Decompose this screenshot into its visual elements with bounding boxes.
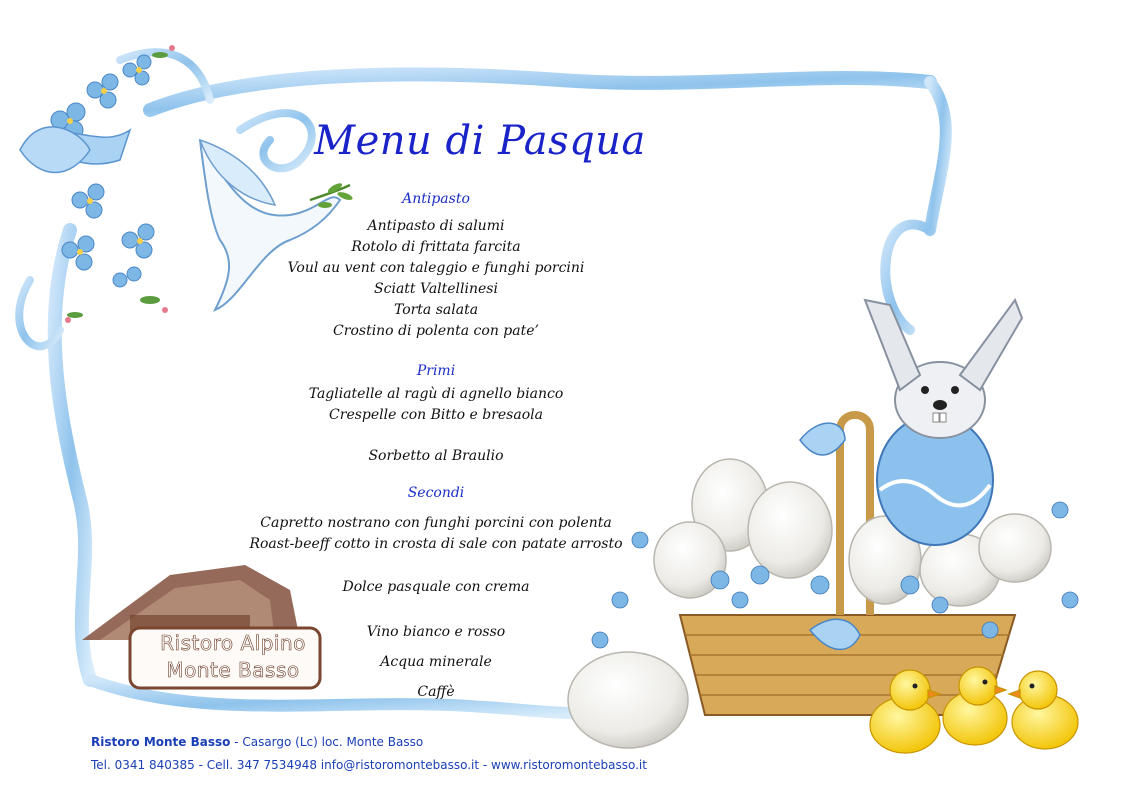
secondi-section xyxy=(236,485,636,555)
menu-item: Acqua minerale xyxy=(380,654,492,670)
menu-item: Crostino di polenta con pate’ xyxy=(333,323,539,339)
footer-name: Ristoro Monte Basso xyxy=(91,735,231,749)
logo-line-1: Ristoro Alpino xyxy=(160,631,306,655)
menu-item: Roast-beeff cotto in crosta di sale con patate arrosto xyxy=(249,536,623,552)
footer-address xyxy=(91,735,423,749)
secondi-heading: Secondi xyxy=(407,485,465,501)
antipasto-section xyxy=(236,191,636,342)
logo-line-2: Monte Basso xyxy=(166,658,300,682)
menu-item: Capretto nostrano con funghi porcini con polenta xyxy=(260,515,612,531)
primi-heading: Primi xyxy=(416,363,456,379)
menu-item: Voul au vent con taleggio e funghi porcini xyxy=(287,260,585,276)
footer-contacts: Tel. 0341 840385 - Cell. 347 7534948 info@ristoromontebasso.it - www.ristoromontebasso.it xyxy=(91,758,647,772)
menu-item: Tagliatelle al ragù di agnello bianco xyxy=(308,386,564,402)
primi-section xyxy=(236,363,636,426)
sorbetto-section xyxy=(236,446,636,467)
footer-address-text: - Casargo (Lc) loc. Monte Basso xyxy=(230,735,424,749)
menu-item: Antipasto di salumi xyxy=(367,218,505,234)
antipasto-heading: Antipasto xyxy=(402,191,470,207)
menu-item: Dolce pasquale con crema xyxy=(342,579,530,595)
menu-item: Rotolo di frittata farcita xyxy=(351,239,521,255)
menu-item: Caffè xyxy=(417,684,455,700)
page-title: Menu di Pasqua xyxy=(314,118,646,164)
menu-item: Sorbetto al Braulio xyxy=(368,448,504,464)
dolce-section xyxy=(236,577,636,598)
easter-bunny-icon xyxy=(865,300,1022,545)
forget-me-not-flowers-icon xyxy=(20,45,175,323)
menu-item: Torta salata xyxy=(393,302,479,318)
chicks-icon xyxy=(870,667,1078,753)
menu-item: Vino bianco e rosso xyxy=(366,624,506,640)
menu-item: Crespelle con Bitto e bresaola xyxy=(329,407,543,423)
menu-item: Sciatt Valtellinesi xyxy=(374,281,498,297)
